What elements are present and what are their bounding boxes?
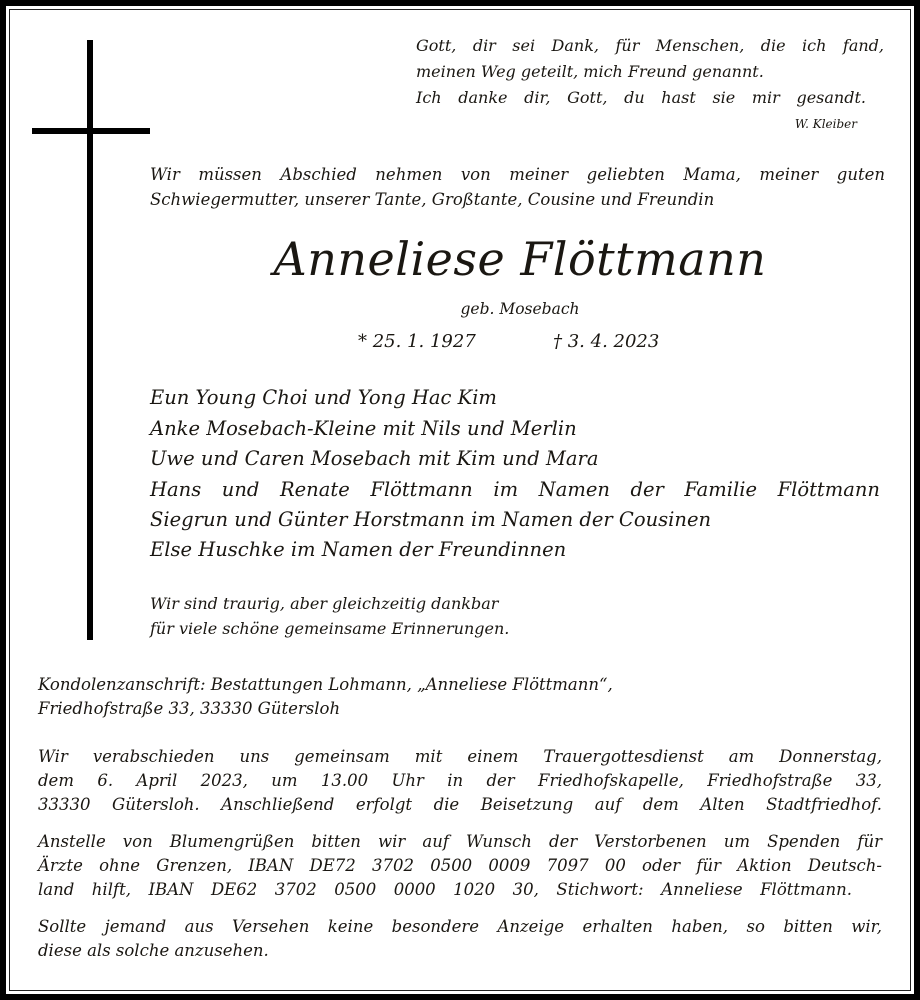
donation-line: Ärzte ohne Grenzen, IBAN DE72 3702 0500 0009 7097 00 oder für Aktion Deutsch- — [38, 856, 882, 875]
poem-line: meinen Weg geteilt, mich Freund genannt. — [416, 62, 764, 81]
donation-line: Anstelle von Blumengrüßen bitten wir auf Wunsch der Verstorbenen um Spenden für — [38, 832, 882, 851]
intro-line: Schwiegermutter, unserer Tante, Großtante, Cousine und Freundin — [150, 190, 715, 209]
condolence-address: Kondolenzanschrift: Bestattungen Lohmann, „Anneliese Flöttmann“, — [38, 675, 613, 694]
death-date: † 3. 4. 2023 — [553, 331, 660, 352]
donation-line: land hilft, IBAN DE62 3702 0500 0000 1020 30, Stichwort: Anneliese Flöttmann. — [38, 880, 852, 899]
mourner: Uwe und Caren Mosebach mit Kim und Mara — [150, 447, 599, 470]
closing-line: für viele schöne gemeinsame Erinnerungen. — [150, 619, 510, 638]
intro-line: Wir müssen Abschied nehmen von meiner geliebten Mama, meiner guten — [150, 165, 885, 184]
poem-author: W. Kleiber — [794, 117, 857, 131]
deceased-name: Anneliese Flöttmann — [273, 232, 767, 286]
mourner: Eun Young Choi und Yong Hac Kim — [150, 386, 497, 409]
mourner: Siegrun und Günter Horstmann im Namen der Cousinen — [150, 508, 712, 531]
service-line: 33330 Gütersloh. Anschließend erfolgt die Beisetzung auf dem Alten Stadtfriedhof. — [38, 795, 882, 814]
service-line: Wir verabschieden uns gemeinsam mit einem Trauergottesdienst am Donnerstag, — [38, 747, 882, 766]
birth-date: * 25. 1. 1927 — [358, 331, 476, 352]
birth-name: geb. Mosebach — [460, 300, 580, 318]
note-line: Sollte jemand aus Versehen keine besondere Anzeige erhalten haben, so bitten wir, — [38, 917, 882, 936]
mourner: Hans und Renate Flöttmann im Namen der Familie Flöttmann — [150, 478, 880, 501]
poem-line: Ich danke dir, Gott, du hast sie mir gesandt. — [416, 88, 866, 107]
service-line: dem 6. April 2023, um 13.00 Uhr in der Friedhofskapelle, Friedhofstraße 33, — [38, 771, 882, 790]
condolence-address: Friedhofstraße 33, 33330 Gütersloh — [38, 699, 341, 718]
closing-line: Wir sind traurig, aber gleichzeitig dankbar — [150, 594, 499, 613]
note-line: diese als solche anzusehen. — [38, 941, 269, 960]
mourner: Anke Mosebach-Kleine mit Nils und Merlin — [150, 417, 577, 440]
cross-icon-horizontal — [32, 128, 150, 134]
poem-line: Gott, dir sei Dank, für Menschen, die ich fand, — [416, 36, 884, 55]
mourner: Else Huschke im Namen der Freundinnen — [150, 538, 567, 561]
